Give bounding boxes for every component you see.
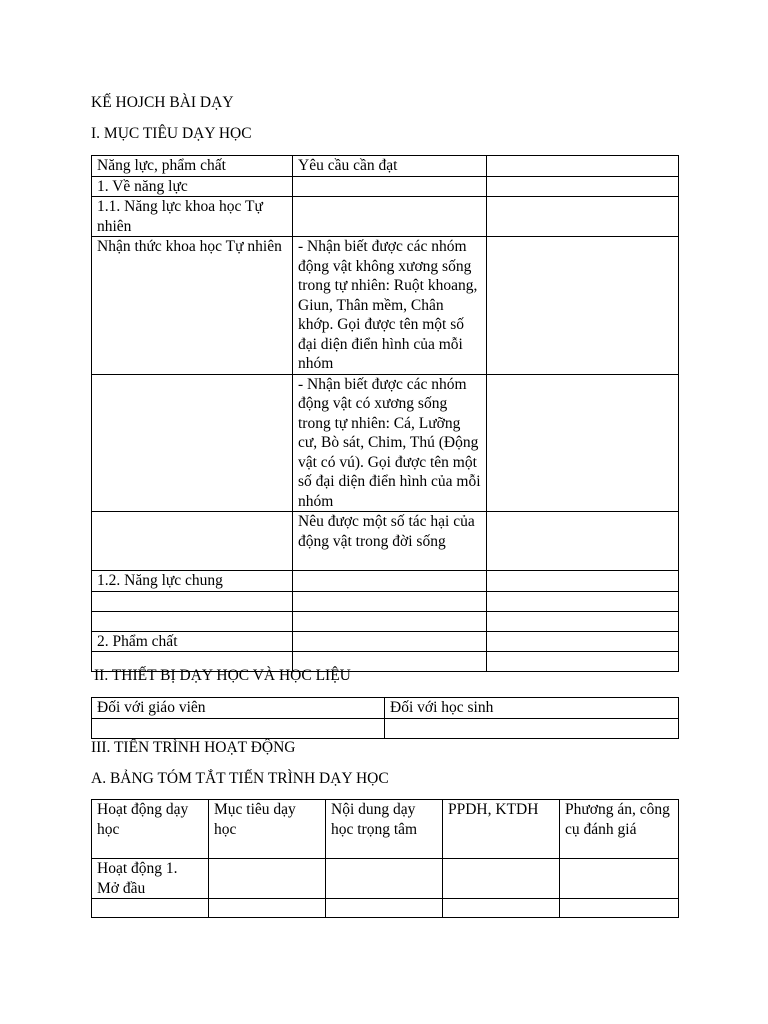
table-row <box>92 718 679 738</box>
table-header-row <box>92 800 679 859</box>
table-cell <box>209 859 326 899</box>
table-cell: - Nhận biết được các nhóm động vật có xương sống trong tự nhiên: Cá, Lưỡng cư, Bò sát, Chim, Thú (Động vật có vú). Gọi được tên một số đại diện điển hình của mỗi nhóm <box>293 374 487 512</box>
table-cell <box>487 631 679 652</box>
table-cell: - Nhận biết được các nhóm động vật không xương sống trong tự nhiên: Ruột khoang, Giun, Thân mềm, Chân khớp. Gọi được tên một số đại diện điển hình của mỗi nhóm <box>293 237 487 375</box>
table-row <box>92 859 679 899</box>
table-cell <box>487 652 679 672</box>
table-header-cell: Phương án, công cụ đánh giá <box>560 800 679 859</box>
section-3-heading: III. TIẾN TRÌNH HOẠT ĐỘNG <box>91 739 296 756</box>
table-cell <box>443 899 560 918</box>
table-cell <box>293 611 487 631</box>
table-cell: 1.1. Năng lực khoa học Tự nhiên <box>92 197 293 237</box>
table-row <box>92 374 679 512</box>
table-cell <box>487 176 679 197</box>
table-cell <box>92 512 293 571</box>
table-cell <box>326 899 443 918</box>
table-row <box>92 571 679 592</box>
table-cell <box>487 374 679 512</box>
table-cell: Nhận thức khoa học Tự nhiên <box>92 237 293 375</box>
table-cell <box>92 611 293 631</box>
activity-summary-table <box>91 799 679 918</box>
table-row <box>92 197 679 237</box>
table-row <box>92 899 679 918</box>
table-cell: 1. Về năng lực <box>92 176 293 197</box>
table-header-cell: Hoạt động dạy học <box>92 800 209 859</box>
table-cell <box>443 859 560 899</box>
table-row <box>92 631 679 652</box>
table-header-cell: Yêu cầu cần đạt <box>293 156 487 177</box>
table-row <box>92 176 679 197</box>
table-cell <box>560 899 679 918</box>
table-cell: 2. Phẩm chất <box>92 631 293 652</box>
table-header-row <box>92 698 679 719</box>
table-header-cell: Đối với học sinh <box>385 698 679 719</box>
table-header-cell <box>487 156 679 177</box>
table-row <box>92 591 679 611</box>
table-header-cell: Nội dung dạy học trọng tâm <box>326 800 443 859</box>
table-cell <box>487 237 679 375</box>
table-cell: Hoạt động 1. Mở đầu <box>92 859 209 899</box>
table-cell <box>293 197 487 237</box>
table-row <box>92 237 679 375</box>
table-cell <box>487 197 679 237</box>
table-cell <box>487 512 679 571</box>
table-cell: Nêu được một số tác hại của động vật trong đời sống <box>293 512 487 571</box>
table-cell <box>293 176 487 197</box>
table-row <box>92 611 679 631</box>
table-cell <box>326 859 443 899</box>
table-cell <box>293 631 487 652</box>
table-cell <box>487 591 679 611</box>
table-cell <box>92 718 385 738</box>
table-cell <box>92 591 293 611</box>
table-header-cell: PPDH, KTDH <box>443 800 560 859</box>
table-cell <box>293 591 487 611</box>
table-cell <box>209 899 326 918</box>
section-1-heading: I. MỤC TIÊU DẠY HỌC <box>91 125 252 142</box>
document-title: KẾ HOJCH BÀI DẠY <box>91 94 234 111</box>
table-cell <box>293 571 487 592</box>
table-cell: 1.2. Năng lực chung <box>92 571 293 592</box>
table-cell <box>92 374 293 512</box>
table-header-cell: Đối với giáo viên <box>92 698 385 719</box>
section-2-heading: II. THIẾT BỊ DẠY HỌC VÀ HỌC LIỆU <box>94 667 351 684</box>
table-header-row <box>92 156 679 177</box>
equipment-table <box>91 697 679 739</box>
objectives-table <box>91 155 679 672</box>
table-cell <box>385 718 679 738</box>
section-3-subheading: A. BẢNG TÓM TẮT TIẾN TRÌNH DẠY HỌC <box>91 770 389 787</box>
table-header-cell: Năng lực, phẩm chất <box>92 156 293 177</box>
table-cell <box>560 859 679 899</box>
table-cell <box>92 899 209 918</box>
table-cell <box>487 611 679 631</box>
table-cell <box>487 571 679 592</box>
table-row <box>92 512 679 571</box>
table-header-cell: Mục tiêu dạy học <box>209 800 326 859</box>
